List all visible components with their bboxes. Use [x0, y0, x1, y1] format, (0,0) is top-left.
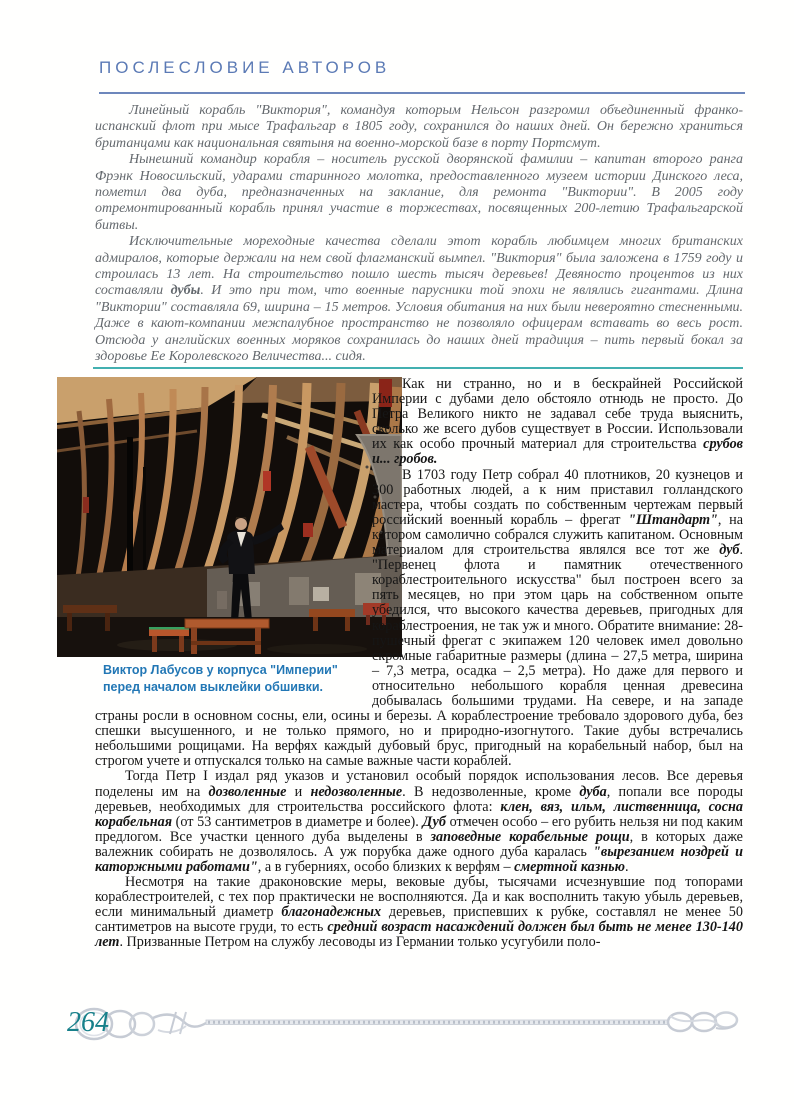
- intro-paragraph: Линейный корабль "Виктория", командуя которым Нельсон разгромил объединенный франко-испанский флот при мысе Трафальгар в 1805 году, сохранился до наших дней. Он бережно храниться британцами как национальная святыня на военно-морской базе в порту Портсмут.: [95, 103, 743, 151]
- photo-figure: [57, 377, 366, 700]
- intro-paragraph: Нынешний командир корабля – носитель русской дворянской фамилии – капитан второго ранга Фрэнк Новосильский, ударами старинного молотка, предоставленного музеем истории Динского леса, пометил два дуба, предназначенных на заклание, для ремонта "Виктории". В 2005 году отремонтированный корабль принял участие в торжествах, посвященных 200-летию Трафальгарской битвы.: [95, 152, 743, 233]
- body-paragraph: Тогда Петр I издал ряд указов и установил особый порядок использования лесов. Все деревья поделены им на дозволенные и недозволенные. В недозволенные, кроме дуба, попали все породы деревьев, необходимых для строительства российского флота: клен, вяз, ильм, лиственница, сосна корабельная (от 53 сантиметров в диаметре и более). Дуб отмечен особо – его рубить нельзя ни под каким предлогом. Все участки ценного дуба выделены в заповедные корабельные рощи, в которых даже валежник собирать не дозволялось. А уж порубка даже одного дуба каралась "вырезанием ноздрей и каторжными работами", а в губерниях, особо близких к верфям – смертной казнью.: [95, 768, 744, 875]
- ship-hull-photo: [57, 377, 402, 657]
- title-divider: [99, 92, 745, 94]
- main-text-section: [95, 377, 743, 951]
- teal-divider: [93, 367, 743, 369]
- page-title: ПОСЛЕСЛОВИЕ АВТОРОВ: [99, 58, 391, 77]
- intro-section: [95, 103, 743, 366]
- body-paragraph: Несмотря на такие драконовские меры, вековые дубы, тысячами исчезнувшие под топорами кораблестроителей, с тех пор практически не восполняются. Да и как восполнить такую убыль деревьев, если минимальный диаметр благонадежных деревьев, приспевших к рубке, составлял не менее 50 сантиметров на высоте груди, то есть средний возраст насаждений должен был быть не менее 130-140 лет. Призванные Петром на службу лесоводы из Германии только усугубили поло-: [95, 874, 743, 951]
- body-paragraph: Как ни странно, но и в бескрайней Российской Империи с дубами дело обстояло отнюдь не просто. До Петра Великого никто не задавал себе труда выяснить, сколько же всего дубов существует в России. Использовали их как особо прочный материал для строительства срубов и... гробов.: [372, 376, 743, 468]
- rope-ornament: [58, 1000, 758, 1048]
- photo-caption: Виктор Лабусов у корпуса "Империи" перед началом выклейки обшивки.: [103, 663, 338, 694]
- intro-paragraph: Исключительные мореходные качества сделали этот корабль любимцем многих британских адмиралов, которые держали на нем свой флагманский вымпел. "Виктория" была заложена в 1759 году и строилась 13 лет. На строительство пошло шесть тысяч деревьев! Девяносто процентов из них составляли дубы. И это при том, что военные парусники той эпохи не являлись гигантами. Длина "Виктории" составляла 69, ширина – 15 метров. Условия обитания на них были невероятно стесненными. Даже в кают-компании межпалубное пространство не позволяло офицерам вставать во весь рост. Отсюда у английских военных моряков сохранилась до наших дней традиция – пить первый бокал за здоровье Ее Королевского Величества... сидя.: [95, 234, 744, 365]
- page-number: 264: [67, 1007, 109, 1038]
- body-paragraph: В 1703 году Петр собрал 40 плотников, 20 кузнецов и 300 работных людей, а к ним приставил голландского мастера, чтобы создать по собственным чертежам первый российский военный корабль – фрегат "Штандарт", на котором самолично собрался служить капитаном. Основным материалом для строительства являлся все тот же дуб. "Первенец флота и памятник отечественного кораблестроительного искусства" был построен всего за пять месяцев, но при этом царь на собственном опыте убедился, что высокого качества деревьев, пригодных для кораблестроения, не так уж и много. Обратите внимание: 28-пушечный фрегат с экипажем 120 человек имел довольно скромные габаритные размеры (длина – 27,5 метра, ширина – 7,3 метра, осадка – 2,5 метра). Но даже для первого и относительно небольшого корабля ценная древесина добывалась большими трудами. На севере, и на западе страны росли в основном сосны, ели, осины и березы. А кораблестроение требовало здорового дуба, без спешки высушенного, и не только прямого, но и природно-изогнутого. Такие дубы встречались небольшими рощицами. На верфях каждый дубовый брус, пригодный на корабельный набор, был на строгом учете и отпускался только на самые важные части кораблей.: [95, 466, 744, 770]
